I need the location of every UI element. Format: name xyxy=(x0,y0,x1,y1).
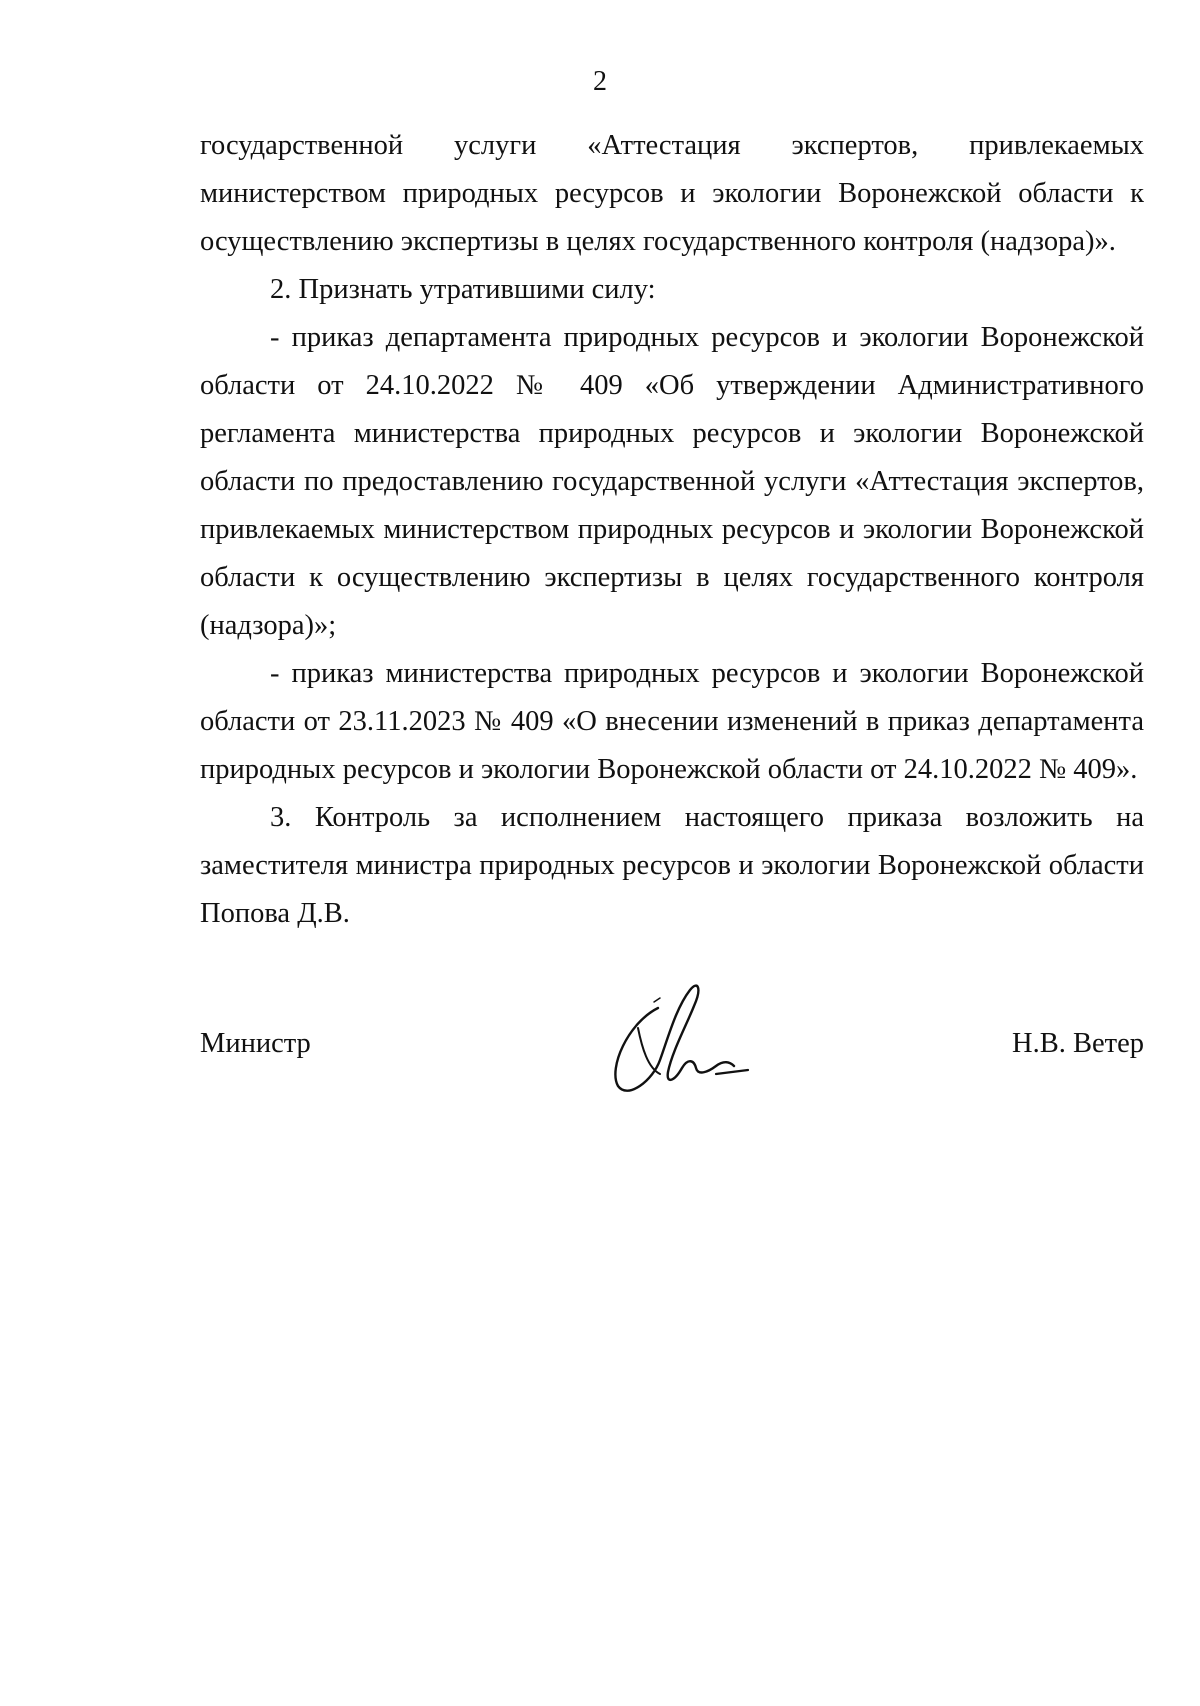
paragraph-continuation: государственной услуги «Аттестация экспертов, привлекаемых министерством природных ресурсов и экологии Воронежской области к осуществлению экспертизы в целях государственного контроля (надзора)». xyxy=(200,130,1144,257)
document-body xyxy=(200,122,1144,938)
signatory-role: Министр xyxy=(200,1028,311,1059)
paragraph-item-2: 2. Признать утратившими силу: xyxy=(270,274,656,305)
signature-icon xyxy=(598,968,768,1108)
signatory-name: Н.В. Ветер xyxy=(1012,1028,1144,1059)
paragraph-repealed-order-2: - приказ министерства природных ресурсов и экологии Воронежской области от 23.11.2023 № 409 «О внесении изменений в приказ департамента природных ресурсов и экологии Воронежской области от 24.10.2022 № 409». xyxy=(200,658,1144,785)
paragraph-item-3: 3. Контроль за исполнением настоящего приказа возложить на заместителя министра природных ресурсов и экологии Воронежской области Попова Д.В. xyxy=(200,802,1144,929)
paragraph-repealed-order-1: - приказ департамента природных ресурсов и экологии Воронежской области от 24.10.2022 № 409 «Об утверждении Административного регламента министерства природных ресурсов и экологии Воронежской области по предоставлению государственной услуги «Аттестация экспертов, привлекаемых министерством природных ресурсов и экологии Воронежской области к осуществлению экспертизы в целях государственного контроля (надзора)»; xyxy=(200,322,1144,641)
signature-block xyxy=(200,1020,1144,1068)
page-number: 2 xyxy=(593,66,607,97)
handwritten-signature xyxy=(598,968,768,1108)
